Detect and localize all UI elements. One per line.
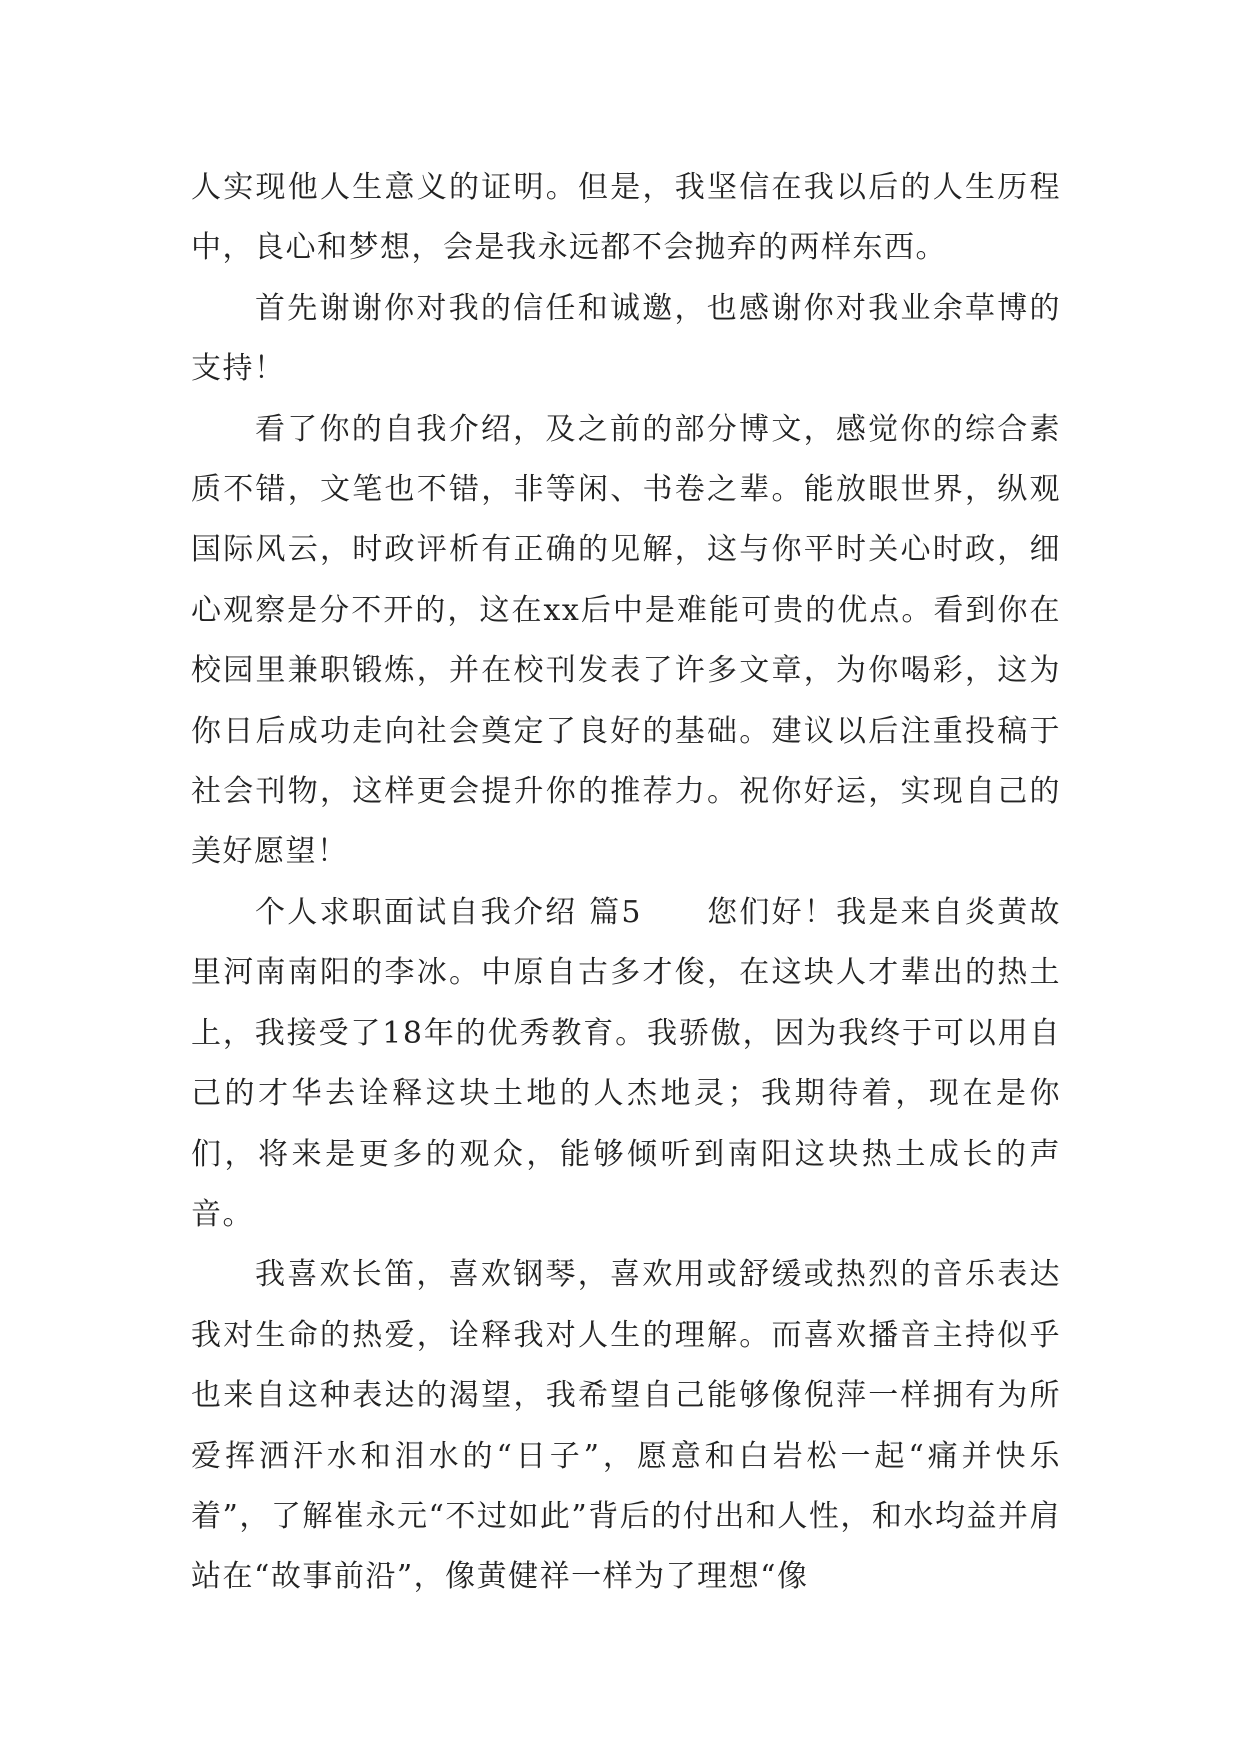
paragraph-5: 我喜欢长笛，喜欢钢琴，喜欢用或舒缓或热烈的音乐表达我对生命的热爱，诠释我对人生的理解。而喜欢播音主持似乎也来自这种表达的渴望，我希望自己能够像倪萍一样拥有为所爱挥洒汗水和泪水的“日子”，愿意和白岩松一起“痛并快乐着”，了解崔永元“不过如此”背后的付出和人性，和水均益并肩站在“故事前沿”，像黄健祥一样为了理想“像	[191, 1257, 1061, 1595]
document-body	[191, 158, 1061, 1608]
paragraph-3: 看了你的自我介绍，及之前的部分博文，感觉你的综合素质不错，文笔也不错，非等闲、书卷之辈。能放眼世界，纵观国际风云，时政评析有正确的见解，这与你平时关心时政，细心观察是分不开的，这在xx后中是难能可贵的优点。看到你在校园里兼职锻炼，并在校刊发表了许多文章，为你喝彩，这为你日后成功走向社会奠定了良好的基础。建议以后注重投稿于社会刊物，这样更会提升你的推荐力。祝你好运，实现自己的美好愿望！	[191, 411, 1061, 870]
paragraph-1: 人实现他人生意义的证明。但是，我坚信在我以后的人生历程中，良心和梦想，会是我永远都不会抛弃的两样东西。	[191, 170, 1061, 266]
paragraph-2: 首先谢谢你对我的信任和诚邀，也感谢你对我业余草博的支持！	[191, 290, 1061, 387]
paragraph-4: 个人求职面试自我介绍 篇5 您们好！我是来自炎黄故里河南南阳的李冰。中原自古多才俊，在这块人才辈出的热土上，我接受了18年的优秀教育。我骄傲，因为我终于可以用自己的才华去诠释这块土地的人杰地灵；我期待着，现在是你们，将来是更多的观众，能够倾听到南阳这块热土成长的声音。	[191, 894, 1061, 1232]
